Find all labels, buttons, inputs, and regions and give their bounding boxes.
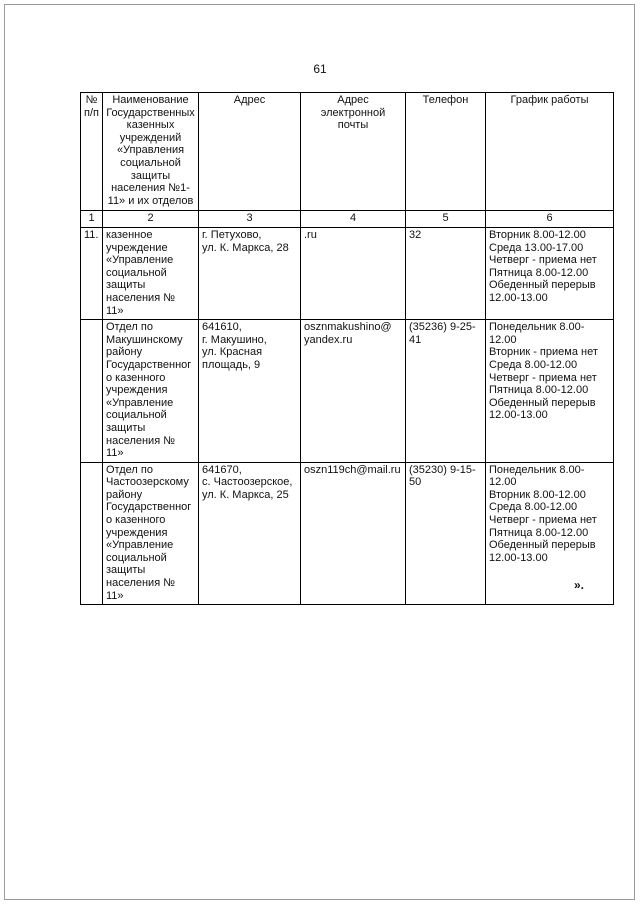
institution-name-cell: Отдел по Макушинскому району Государственног о казенного учреждения «Управление социальной защиты населения № 11» bbox=[103, 320, 199, 463]
column-number-row bbox=[81, 211, 614, 228]
page-number: 61 bbox=[313, 62, 327, 76]
phone-cell: (35236) 9-25- 41 bbox=[406, 320, 486, 463]
email-cell: osznmakushino@ yandex.ru bbox=[301, 320, 406, 463]
table-header-row bbox=[81, 93, 614, 211]
email-cell: oszn119ch@mail.ru bbox=[301, 462, 406, 605]
header-cell-email: Адрес электронной почты bbox=[301, 93, 406, 211]
row-number-cell: 11. bbox=[81, 228, 103, 320]
header-cell-phone: Телефон bbox=[406, 93, 486, 211]
schedule-cell: Вторник 8.00-12.00 Среда 13.00-17.00 Четверг - приема нет Пятница 8.00-12.00 Обеденный перерыв 12.00-13.00 bbox=[486, 228, 614, 320]
row-number-cell bbox=[81, 320, 103, 463]
institutions-table bbox=[80, 92, 614, 605]
closing-quote-mark: ». bbox=[574, 578, 585, 592]
column-number-cell: 2 bbox=[103, 211, 199, 228]
column-number-cell: 5 bbox=[406, 211, 486, 228]
header-cell-name: Наименование Государственных казенных учреждений «Управления социальной защиты населения №1- 11» и их отделов bbox=[103, 93, 199, 211]
phone-cell: 32 bbox=[406, 228, 486, 320]
schedule-cell: Понедельник 8.00-12.00 Вторник - приема нет Среда 8.00-12.00 Четверг - приема нет Пятница 8.00-12.00 Обеденный перерыв 12.00-13.00 bbox=[486, 320, 614, 463]
address-cell: г. Петухово, ул. К. Маркса, 28 bbox=[199, 228, 301, 320]
institution-name-cell: Отдел по Частоозерскому району Государственног о казенного учреждения «Управление социальной защиты населения № 11» bbox=[103, 462, 199, 605]
header-cell-address: Адрес bbox=[199, 93, 301, 211]
row-number-cell bbox=[81, 462, 103, 605]
email-cell: .ru bbox=[301, 228, 406, 320]
schedule-cell: Понедельник 8.00-12.00 Вторник 8.00-12.00 Среда 8.00-12.00 Четверг - приема нет Пятница 8.00-12.00 Обеденный перерыв 12.00-13.00 bbox=[486, 462, 614, 605]
column-number-cell: 1 bbox=[81, 211, 103, 228]
column-number-cell: 3 bbox=[199, 211, 301, 228]
table-row bbox=[81, 228, 614, 320]
column-number-cell: 6 bbox=[486, 211, 614, 228]
table-row bbox=[81, 462, 614, 605]
phone-cell: (35230) 9-15- 50 bbox=[406, 462, 486, 605]
address-cell: 641670, с. Частоозерское, ул. К. Маркса, 25 bbox=[199, 462, 301, 605]
institution-name-cell: казенное учреждение «Управление социальной защиты населения № 11» bbox=[103, 228, 199, 320]
address-cell: 641610, г. Макушино, ул. Красная площадь, 9 bbox=[199, 320, 301, 463]
header-cell-schedule: График работы bbox=[486, 93, 614, 211]
header-cell-number: № п/п bbox=[81, 93, 103, 211]
table-row bbox=[81, 320, 614, 463]
column-number-cell: 4 bbox=[301, 211, 406, 228]
